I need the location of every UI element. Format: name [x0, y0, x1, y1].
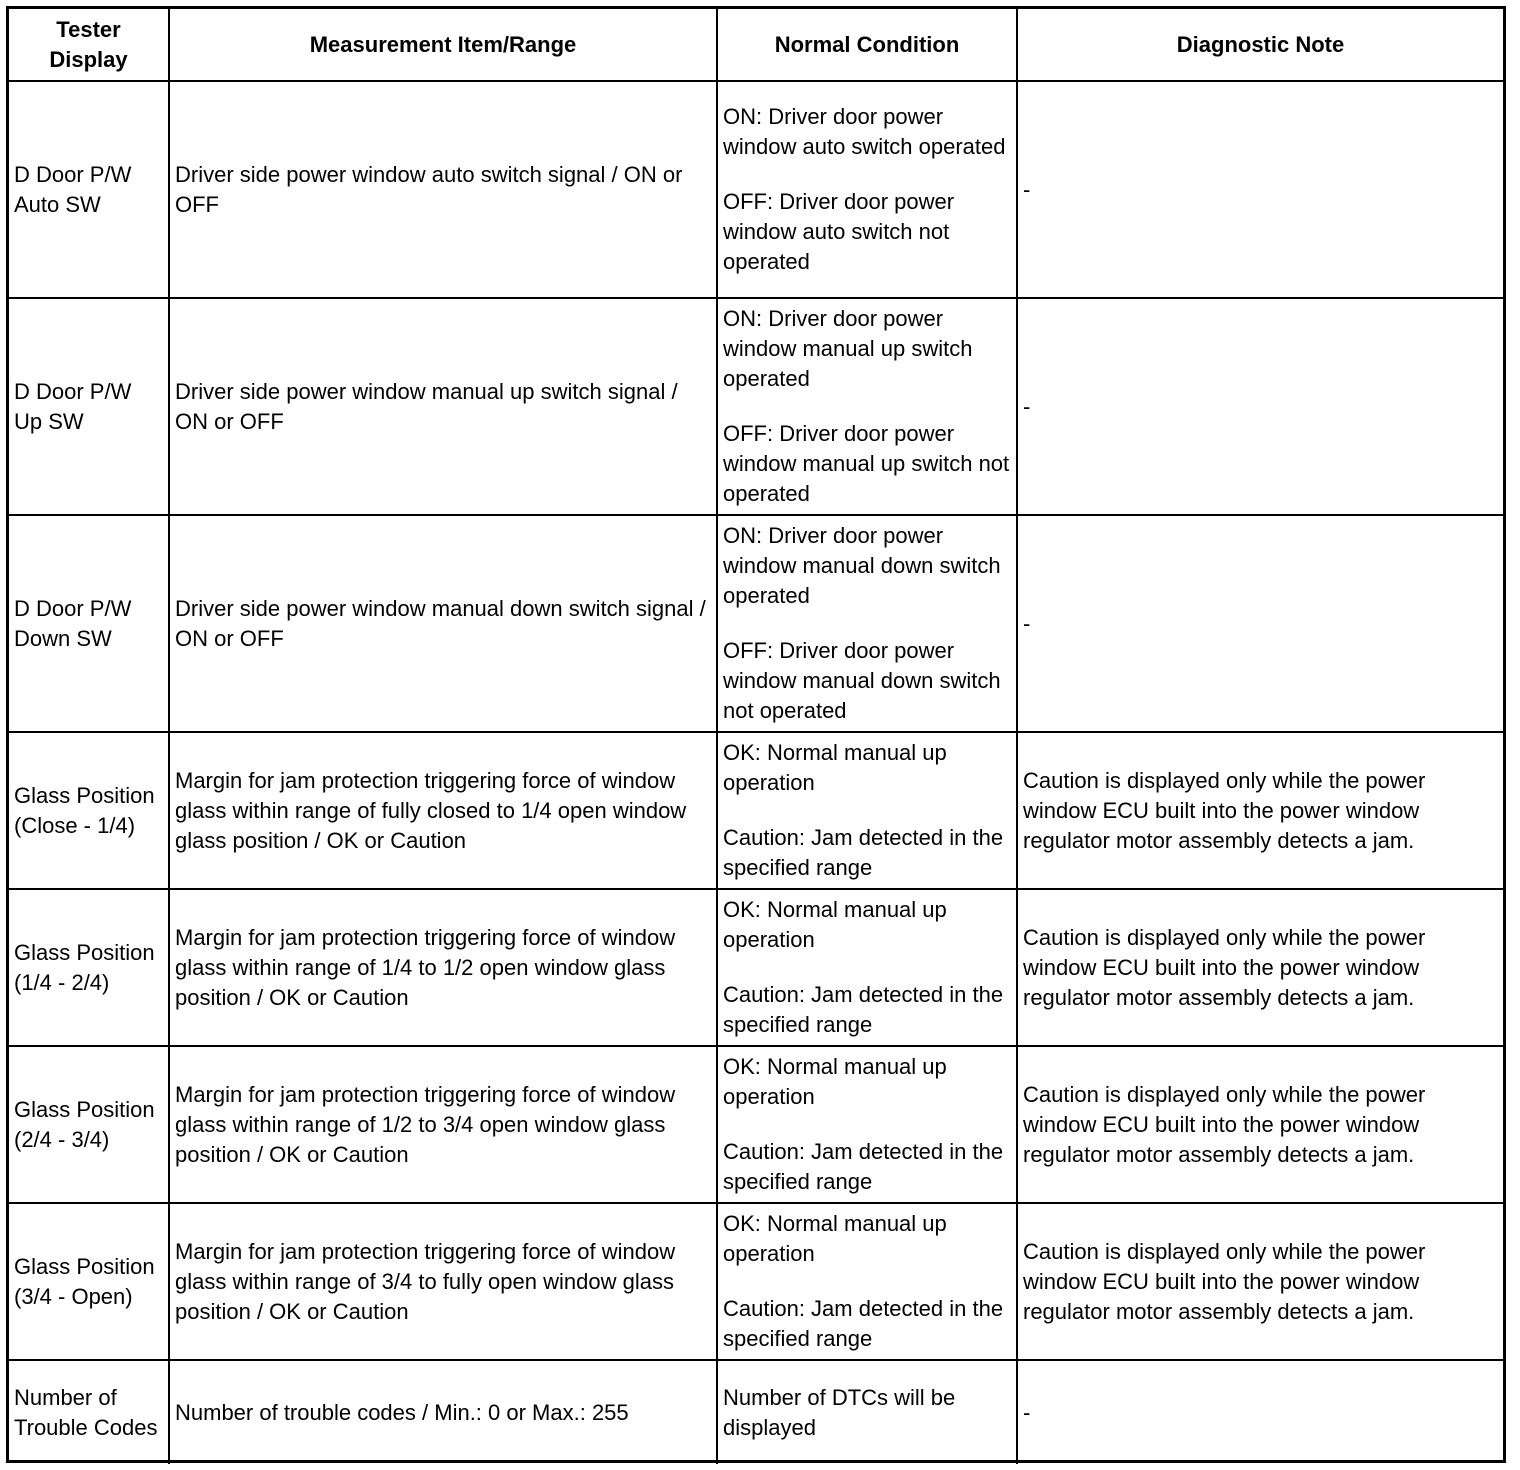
condition-caution: Caution: Jam detected in the specified range [723, 982, 1004, 1037]
tester-display-cell: Glass Position (2/4 - 3/4) [9, 1046, 169, 1203]
table-row [9, 298, 1503, 515]
normal-condition-cell [717, 732, 1017, 889]
diagnostic-note-cell: - [1017, 298, 1503, 515]
condition-on: ON: Driver door power window manual down switch operated [723, 523, 1001, 608]
table-row [9, 1360, 1503, 1464]
header-normal-condition: Normal Condition [717, 9, 1017, 81]
measurement-cell: Margin for jam protection triggering force of window glass within range of 3/4 to fully open window glass position / OK or Caution [169, 1203, 717, 1360]
data-list-table [9, 9, 1503, 1464]
condition-dtc: Number of DTCs will be displayed [723, 1384, 956, 1440]
header-diagnostic-note: Diagnostic Note [1017, 9, 1503, 81]
diagnostic-note-cell: - [1017, 81, 1503, 298]
diagnostic-note-cell: - [1017, 515, 1503, 732]
diagnostic-note-cell: - [1017, 1360, 1503, 1464]
condition-ok: OK: Normal manual up operation [723, 1211, 947, 1266]
data-list-table-frame [6, 6, 1506, 1463]
tester-display-cell: Number of Trouble Codes [9, 1360, 169, 1464]
header-row [9, 9, 1503, 81]
table-row [9, 81, 1503, 298]
diagnostic-note-cell: Caution is displayed only while the power window ECU built into the power window regulator motor assembly detects a jam. [1017, 1046, 1503, 1203]
normal-condition-cell [717, 1203, 1017, 1360]
normal-condition-cell [717, 1360, 1017, 1464]
normal-condition-cell [717, 1046, 1017, 1203]
condition-ok: OK: Normal manual up operation [723, 740, 947, 795]
measurement-cell: Driver side power window auto switch signal / ON or OFF [169, 81, 717, 298]
tester-display-cell: Glass Position (3/4 - Open) [9, 1203, 169, 1360]
measurement-cell: Margin for jam protection triggering force of window glass within range of 1/2 to 3/4 open window glass position / OK or Caution [169, 1046, 717, 1203]
tester-display-cell: Glass Position (Close - 1/4) [9, 732, 169, 889]
tester-display-cell: D Door P/W Down SW [9, 515, 169, 732]
condition-off: OFF: Driver door power window auto switch not operated [723, 189, 955, 274]
normal-condition-cell [717, 889, 1017, 1046]
condition-off: OFF: Driver door power window manual down switch not operated [723, 638, 1001, 723]
table-row [9, 515, 1503, 732]
condition-ok: OK: Normal manual up operation [723, 897, 947, 952]
header-tester-display: Tester Display [9, 9, 169, 81]
measurement-cell: Number of trouble codes / Min.: 0 or Max.: 255 [169, 1360, 717, 1464]
condition-off: OFF: Driver door power window manual up switch not operated [723, 421, 1010, 506]
condition-caution: Caution: Jam detected in the specified range [723, 1296, 1004, 1351]
header-measurement-item: Measurement Item/Range [169, 9, 717, 81]
table-row [9, 1203, 1503, 1360]
tester-display-cell: D Door P/W Auto SW [9, 81, 169, 298]
diagnostic-note-cell: Caution is displayed only while the power window ECU built into the power window regulator motor assembly detects a jam. [1017, 889, 1503, 1046]
condition-on: ON: Driver door power window manual up switch operated [723, 306, 973, 391]
tester-display-cell: D Door P/W Up SW [9, 298, 169, 515]
tester-display-cell: Glass Position (1/4 - 2/4) [9, 889, 169, 1046]
normal-condition-cell [717, 298, 1017, 515]
condition-ok: OK: Normal manual up operation [723, 1054, 947, 1109]
condition-caution: Caution: Jam detected in the specified range [723, 825, 1004, 880]
measurement-cell: Driver side power window manual down switch signal / ON or OFF [169, 515, 717, 732]
table-row [9, 1046, 1503, 1203]
condition-on: ON: Driver door power window auto switch operated [723, 104, 1006, 159]
table-row [9, 732, 1503, 889]
diagnostic-note-cell: Caution is displayed only while the power window ECU built into the power window regulator motor assembly detects a jam. [1017, 732, 1503, 889]
measurement-cell: Margin for jam protection triggering force of window glass within range of 1/4 to 1/2 open window glass position / OK or Caution [169, 889, 717, 1046]
normal-condition-cell [717, 81, 1017, 298]
diagnostic-note-cell: Caution is displayed only while the power window ECU built into the power window regulator motor assembly detects a jam. [1017, 1203, 1503, 1360]
condition-caution: Caution: Jam detected in the specified range [723, 1139, 1004, 1194]
normal-condition-cell [717, 515, 1017, 732]
measurement-cell: Margin for jam protection triggering force of window glass within range of fully closed to 1/4 open window glass position / OK or Caution [169, 732, 717, 889]
measurement-cell: Driver side power window manual up switch signal / ON or OFF [169, 298, 717, 515]
table-row [9, 889, 1503, 1046]
